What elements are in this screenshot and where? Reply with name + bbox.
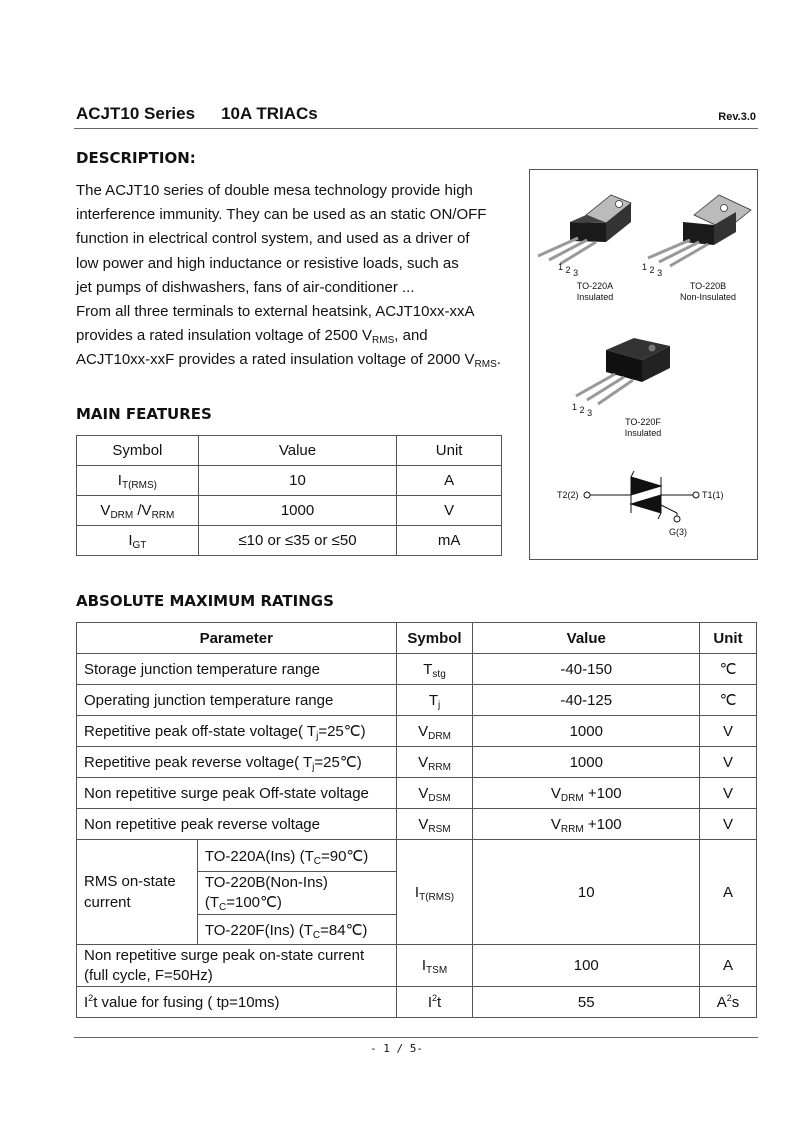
description-line: jet pumps of dishwashers, fans of air-conditioner ... xyxy=(76,278,415,296)
value-cell: 1000 xyxy=(473,716,700,747)
header-cell: Symbol xyxy=(77,436,199,466)
parameter-cell: Repetitive peak off-state voltage( $T_j=25℃$) xyxy=(77,716,397,747)
unit-cell: V xyxy=(397,496,502,526)
page-number: - 1 / 5- xyxy=(370,1042,423,1055)
main-features-heading: MAIN FEATURES xyxy=(76,405,212,423)
unit-cell: mA xyxy=(397,526,502,556)
table-row xyxy=(77,654,757,685)
package-condition-cell: TO-220F(Ins) $(T_C=84℃)$ xyxy=(197,915,396,945)
t2-terminal-label: T2(2) xyxy=(557,490,579,500)
unit-cell: V xyxy=(700,778,757,809)
unit-cell: A xyxy=(700,840,757,945)
to220b-label: TO-220B Non-Insulated xyxy=(679,281,737,302)
parameter-cell: Storage junction temperature range xyxy=(77,654,397,685)
symbol-cell: $T_j$ xyxy=(396,685,473,716)
value-cell: 10 xyxy=(198,466,396,496)
header-cell: Unit xyxy=(397,436,502,466)
unit-cell: V xyxy=(700,747,757,778)
symbol-cell: $V_{DSM}$ xyxy=(396,778,473,809)
header-cell: Value xyxy=(473,623,700,654)
document-header xyxy=(76,104,318,124)
ratings-table xyxy=(76,622,757,1018)
value-cell: -40-125 xyxy=(473,685,700,716)
header-cell: Parameter xyxy=(77,623,397,654)
to220a-package-illustration xyxy=(538,195,631,264)
header-cell: Symbol xyxy=(396,623,473,654)
description-line: interference immunity. They can be used as an static ON/OFF xyxy=(76,206,487,224)
table-row xyxy=(77,987,757,1018)
series-title: ACJT10 Series xyxy=(76,104,196,123)
value-cell: 55 xyxy=(473,987,700,1018)
package-diagram-box xyxy=(529,169,758,560)
footer-divider xyxy=(74,1037,758,1038)
header-cell: Unit xyxy=(700,623,757,654)
to220f-label: TO-220F Insulated xyxy=(624,417,662,438)
to220f-pin-labels: 1 2 3 xyxy=(572,402,593,418)
description-line: function in electrical control system, and used as a driver of xyxy=(76,230,470,248)
symbol-cell: $I_{TSM}$ xyxy=(396,945,473,987)
value-cell: $V_{RRM} +100$ xyxy=(473,809,700,840)
table-row xyxy=(77,778,757,809)
unit-cell: V xyxy=(700,716,757,747)
parameter-cell: Operating junction temperature range xyxy=(77,685,397,716)
description-line: provides a rated insulation voltage of 2500 $V_{RMS}$, and xyxy=(76,327,428,347)
table-header-row xyxy=(77,436,502,466)
table-row xyxy=(77,496,502,526)
parameter-cell: Non repetitive peak reverse voltage xyxy=(77,809,397,840)
table-row xyxy=(77,809,757,840)
revision-label: Rev.3.0 xyxy=(718,111,756,123)
parameter-cell: Repetitive peak reverse voltage( $T_j=25℃$) xyxy=(77,747,397,778)
to220b-pin-labels: 1 2 3 xyxy=(642,262,663,278)
symbol-cell: $I_{GT}$ xyxy=(77,526,199,556)
description-line: ACJT10xx-xxF provides a rated insulation voltage of 2000 $V_{RMS}$. xyxy=(76,351,501,371)
triac-schematic-symbol xyxy=(584,471,699,522)
description-line: The ACJT10 series of double mesa technology provide high xyxy=(76,182,473,199)
package-condition-cell: TO-220B(Non-Ins) $(T_C=100℃)$ xyxy=(197,872,396,915)
to220a-pin-labels: 1 2 3 xyxy=(558,262,579,278)
unit-cell: A xyxy=(397,466,502,496)
description-text xyxy=(76,179,536,373)
symbol-cell: $I_{T(RMS)}$ xyxy=(77,466,199,496)
table-row xyxy=(77,466,502,496)
header-divider xyxy=(74,128,758,129)
symbol-cell: $T_{stg}$ xyxy=(396,654,473,685)
value-cell: ≤10 or ≤35 or ≤50 xyxy=(198,526,396,556)
unit-cell: V xyxy=(700,809,757,840)
parameter-cell: Non repetitive surge peak Off-state voltage xyxy=(77,778,397,809)
table-row xyxy=(77,945,757,987)
to220b-package-illustration xyxy=(648,195,751,266)
description-heading: DESCRIPTION: xyxy=(76,149,196,167)
value-cell: 10 xyxy=(473,840,700,945)
t1-terminal-label: T1(1) xyxy=(702,490,724,500)
table-row xyxy=(77,685,757,716)
symbol-cell: $I_{T(RMS)}$ xyxy=(396,840,473,945)
value-cell: 1000 xyxy=(473,747,700,778)
symbol-cell: $V_{RSM}$ xyxy=(396,809,473,840)
ratings-heading: ABSOLUTE MAXIMUM RATINGS xyxy=(76,592,334,610)
symbol-cell: $V_{DRM}$ $/V_{RRM}$ xyxy=(77,496,199,526)
header-cell: Value xyxy=(198,436,396,466)
table-row xyxy=(77,716,757,747)
gate-terminal-label: G(3) xyxy=(669,527,687,537)
unit-cell: $A^2s$ xyxy=(700,987,757,1018)
parameter-cell: $I^2t$ value for fusing ( tp=10ms) xyxy=(77,987,397,1018)
value-cell: 100 xyxy=(473,945,700,987)
symbol-cell: $V_{RRM}$ xyxy=(396,747,473,778)
parameter-cell: RMS on-state current xyxy=(77,840,198,945)
symbol-cell: $V_{DRM}$ xyxy=(396,716,473,747)
table-header-row xyxy=(77,623,757,654)
table-row xyxy=(77,747,757,778)
table-row xyxy=(77,526,502,556)
table-row xyxy=(77,840,757,872)
parameter-cell: Non repetitive surge peak on-state current (full cycle, F=50Hz) xyxy=(77,945,397,987)
unit-cell: ℃ xyxy=(700,654,757,685)
description-line: From all three terminals to external heatsink, ACJT10xx-xxA xyxy=(76,303,475,321)
to220f-package-illustration xyxy=(576,338,670,404)
main-features-table xyxy=(76,435,502,556)
product-subtitle: 10A TRIACs xyxy=(221,104,318,123)
symbol-cell: $I^2t$ xyxy=(396,987,473,1018)
unit-cell: ℃ xyxy=(700,685,757,716)
package-condition-cell: TO-220A(Ins) $(T_C=90℃)$ xyxy=(197,840,396,872)
value-cell: $V_{DRM} +100$ xyxy=(473,778,700,809)
value-cell: 1000 xyxy=(198,496,396,526)
description-line: low power and high inductance or resistive loads, such as xyxy=(76,254,459,272)
value-cell: -40-150 xyxy=(473,654,700,685)
unit-cell: A xyxy=(700,945,757,987)
to220a-label: TO-220A Insulated xyxy=(576,281,614,302)
